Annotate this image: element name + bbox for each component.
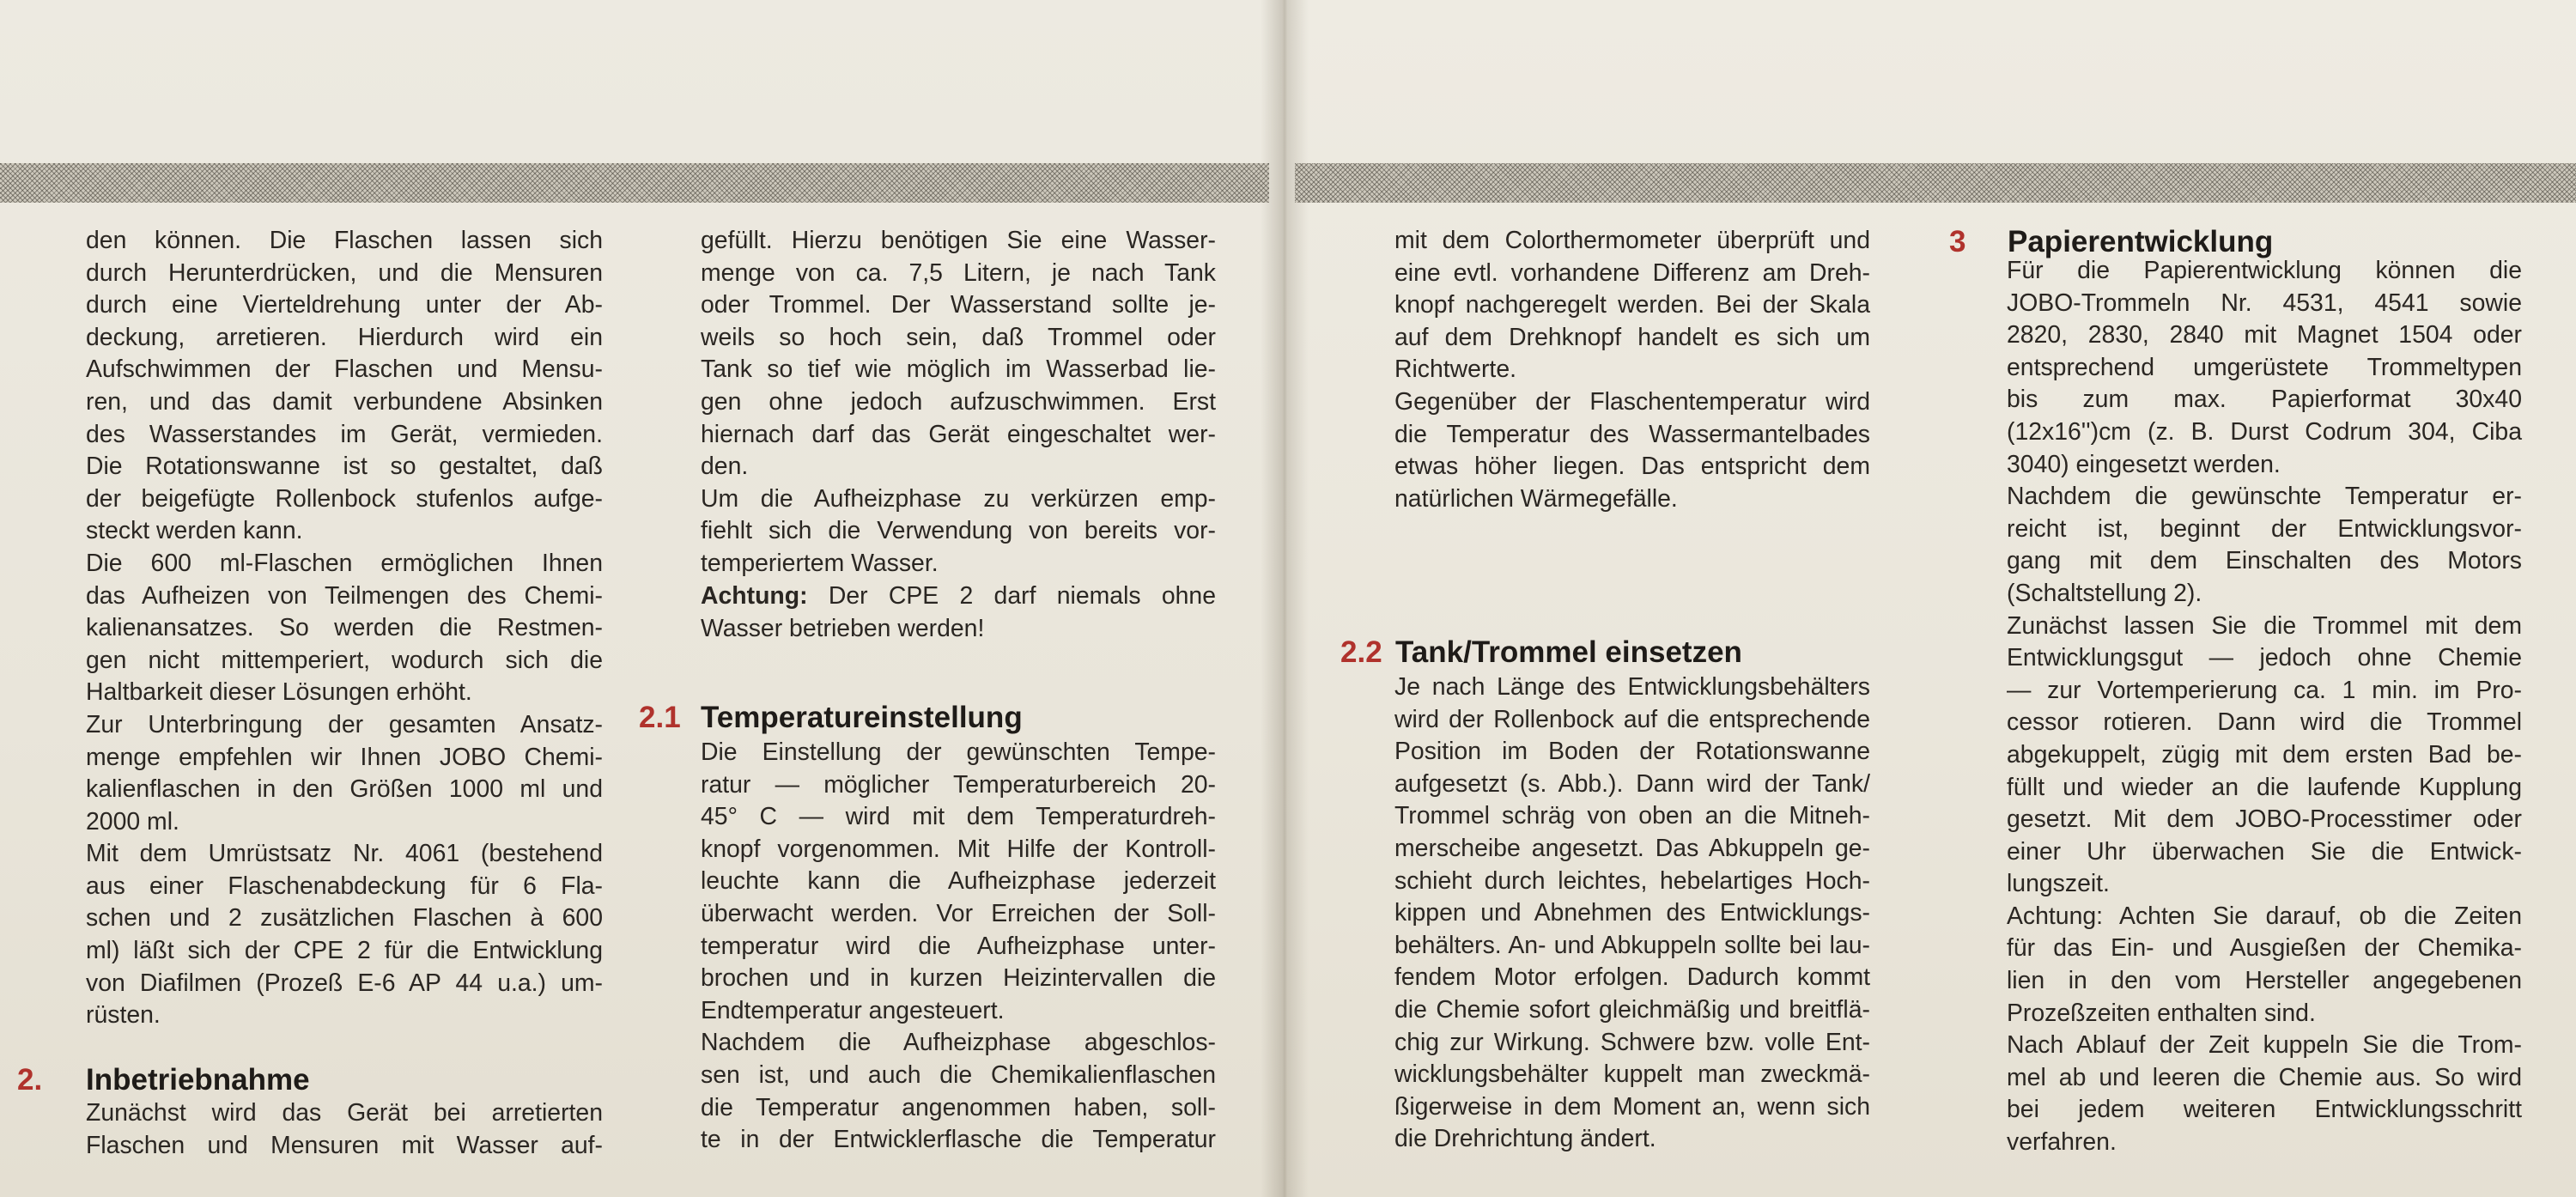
text-line: Endtemperatur angesteuert.	[701, 996, 1005, 1024]
text-line: des Wasserstandes im Gerät, vermieden.	[86, 420, 603, 448]
text-line: sen ist, und auch die Chemikalienflaschen	[701, 1060, 1216, 1089]
section-title: Papierentwicklung	[2008, 225, 2274, 258]
text-line: menge empfehlen wir Ihnen JOBO Chemi-	[86, 743, 603, 771]
text-line: knopf vorgenommen. Mit Hilfe der Kontroll-	[701, 835, 1216, 863]
section-number: 2.1	[639, 701, 681, 734]
text-line: etwas höher liegen. Das entspricht dem	[1394, 453, 1870, 481]
text-line: — zur Vortemperierung ca. 1 min. im Pro-	[2007, 676, 2522, 704]
text-line: lungszeit.	[2007, 870, 2110, 898]
text-line: chig zur Wirkung. Schwere bzw. volle Ent-	[1394, 1028, 1870, 1056]
text-line: durch eine Vierteldrehung unter der Ab-	[86, 291, 603, 319]
text-line: rüsten.	[86, 1001, 161, 1030]
text-line: Nachdem die Aufheizphase abgeschlos-	[701, 1029, 1216, 1057]
text-line: gefüllt. Hierzu benötigen Sie eine Wasser-	[701, 227, 1216, 254]
text-line: die Drehrichtung ändert.	[1394, 1125, 1656, 1153]
text-line: mel ab und leeren die Chemie aus. So wird	[2007, 1063, 2522, 1091]
text-line: JOBO-Trommeln Nr. 4531, 4541 sowie	[2007, 289, 2522, 317]
text-line: der beigefügte Rollenbock stufenlos aufge-	[86, 484, 603, 513]
text-line: aufgesetzt (s. Abb.). Dann wird der Tank/	[1394, 769, 1870, 798]
text-line: Die 600 ml-Flaschen ermöglichen Ihnen	[86, 549, 603, 577]
text-line: gen ohne jedoch aufzuschwimmen. Erst	[701, 387, 1216, 416]
text-line: wicklungsbehälter kuppelt man zweckmä-	[1394, 1060, 1870, 1089]
text-line: Die Einstellung der gewünschten Tempe-	[701, 738, 1216, 766]
text-line: menge von ca. 7,5 Litern, je nach Tank	[701, 258, 1216, 287]
text-line: 2820, 2830, 2840 mit Magnet 1504 oder	[2007, 321, 2522, 349]
section-title: Inbetriebnahme	[86, 1063, 310, 1097]
text-line: Aufschwimmen der Flaschen und Mensu-	[86, 355, 603, 384]
section-2-1-body	[701, 737, 1216, 1157]
section-2-heading	[17, 1063, 310, 1097]
text-line: Entwicklungsgut — jedoch ohne Chemie	[2007, 644, 2522, 672]
text-line: Tank so tief wie möglich im Wasserbad lie-	[701, 355, 1216, 384]
text-line: verfahren.	[2007, 1128, 2117, 1157]
text-line: temperatur wird die Aufheizphase unter-	[701, 932, 1216, 960]
text-line: Zunächst wird das Gerät bei arretierten	[86, 1099, 603, 1127]
text-line: Je nach Länge des Entwicklungsbehälters	[1394, 673, 1870, 701]
text-line: fendem Motor erfolgen. Dadurch kommt	[1394, 963, 1870, 992]
text-line: ßigerweise in dem Moment an, wenn sich	[1394, 1092, 1870, 1121]
warning-paragraph	[701, 580, 1216, 645]
decorative-band-right	[1295, 163, 2576, 203]
text-line: Zur Unterbringung der gesamten Ansatz-	[86, 710, 603, 738]
text-line: 3040) eingesetzt werden.	[2007, 450, 2281, 478]
text-line: lien in den vom Hersteller angegebenen	[2007, 967, 2522, 995]
text-line: abgekuppelt, zügig mit dem ersten Bad be-	[2007, 740, 2522, 769]
text-line: wird der Rollenbock auf die entsprechende	[1394, 705, 1870, 733]
text-line: deckung, arretieren. Hierdurch wird ein	[86, 323, 603, 351]
text-line: (Schaltstellung 2).	[2007, 579, 2202, 607]
section-2-2-body	[1394, 671, 1870, 1156]
text-line: te in der Entwicklerflasche die Temperatur	[701, 1126, 1216, 1154]
text-line: die Temperatur angenommen haben, soll-	[701, 1093, 1216, 1121]
text-line: gesetzt. Mit dem JOBO-Processtimer oder	[2007, 805, 2522, 834]
text-line: eine evtl. vorhandene Differenz am Dreh-	[1394, 258, 1870, 287]
column-1	[86, 225, 603, 1032]
section-2-body	[86, 1097, 603, 1162]
text-line: bei jedem weiteren Entwicklungsschritt	[2007, 1096, 2522, 1124]
text-line: die Temperatur des Wassermantelbades	[1394, 420, 1870, 448]
text-line: (12x16'')cm (z. B. Durst Codrum 304, Ciba	[2007, 417, 2522, 446]
text-line: natürlichen Wärmegefälle.	[1394, 484, 1678, 513]
column-3	[1394, 225, 1870, 515]
text-line: steckt werden kann.	[86, 517, 303, 545]
text-line: ml) läßt sich der CPE 2 für die Entwicklung	[86, 937, 603, 965]
text-line: Flaschen und Mensuren mit Wasser auf-	[86, 1131, 603, 1159]
text-line: überwacht werden. Vor Erreichen der Soll-	[701, 899, 1216, 927]
text-line: Gegenüber der Flaschentemperatur wird	[1394, 387, 1870, 416]
warning-text: Der CPE 2 darf niemals ohne	[828, 582, 1216, 610]
text-line: leuchte kann die Aufheizphase jederzeit	[701, 867, 1216, 896]
text-line: entsprechend umgerüstete Trommeltypen	[2007, 353, 2522, 381]
text-line: auf dem Drehknopf handelt es sich um	[1394, 323, 1870, 351]
warning-text-2: Wasser betrieben werden!	[701, 614, 985, 642]
text-line: einer Uhr überwachen Sie die Entwick-	[2007, 837, 2522, 866]
text-line: das Aufheizen von Teilmengen des Chemi-	[86, 581, 603, 610]
section-number: 2.2	[1340, 635, 1382, 669]
text-line: Haltbarkeit dieser Lösungen erhöht.	[86, 678, 472, 707]
column-2	[701, 225, 1216, 580]
text-line: ratur — möglicher Temperaturbereich 20-	[701, 770, 1216, 799]
text-line: Zunächst lassen Sie die Trommel mit dem	[2007, 611, 2522, 640]
text-line: von Diafilmen (Prozeß E-6 AP 44 u.a.) um-	[86, 969, 603, 997]
text-line: reicht ist, beginnt der Entwicklungsvor-	[2007, 514, 2522, 543]
text-line: 45° C — wird mit dem Temperaturdreh-	[701, 803, 1216, 831]
text-line: bis zum max. Papierformat 30x40	[2007, 386, 2522, 414]
text-line: knopf nachgeregelt werden. Bei der Skala	[1394, 291, 1870, 319]
section-title: Tank/Trommel einsetzen	[1395, 635, 1742, 669]
warning-label: Achtung:	[701, 582, 808, 610]
text-line: temperiertem Wasser.	[701, 549, 939, 577]
text-line: Nach Ablauf der Zeit kuppeln Sie die Trom-	[2007, 1031, 2522, 1060]
text-line: gen nicht mittemperiert, wodurch sich die	[86, 646, 603, 674]
column-4	[2007, 255, 2522, 1159]
text-line: mit dem Colorthermometer überprüft und	[1394, 227, 1870, 254]
text-line: durch Herunterdrücken, und die Mensuren	[86, 258, 603, 287]
text-line: Prozeßzeiten enthalten sind.	[2007, 999, 2316, 1027]
text-line: Um die Aufheizphase zu verkürzen emp-	[701, 484, 1216, 513]
text-line: kalienflaschen in den Größen 1000 ml und	[86, 775, 603, 804]
text-line: Nachdem die gewünschte Temperatur er-	[2007, 483, 2522, 511]
decorative-band-left	[0, 163, 1269, 203]
text-line: weils so hoch sein, daß Trommel oder	[701, 323, 1216, 351]
text-line: cessor rotieren. Dann wird die Trommel	[2007, 708, 2522, 737]
text-line: die Chemie sofort gleichmäßig und breitflä-	[1394, 995, 1870, 1024]
text-line: Trommel schräg von oben an die Mitneh-	[1394, 802, 1870, 830]
text-line: merscheibe angesetzt. Das Abkuppeln ge-	[1394, 834, 1870, 862]
text-line: kippen und Abnehmen des Entwicklungs-	[1394, 899, 1870, 927]
section-title: Temperatureinstellung	[701, 701, 1023, 734]
text-line: hiernach darf das Gerät eingeschaltet wer-	[701, 420, 1216, 448]
text-line: 2000 ml.	[86, 807, 179, 835]
text-line: schieht durch leichtes, hebelartiges Hoch-	[1394, 866, 1870, 895]
text-line: den.	[701, 453, 749, 481]
text-line: für das Ein- und Ausgießen der Chemika-	[2007, 934, 2522, 963]
section-number: 2.	[17, 1063, 43, 1097]
text-line: kalienansatzes. So werden die Restmen-	[86, 614, 603, 642]
section-2-1-heading	[639, 701, 1023, 735]
text-line: schen und 2 zusätzlichen Flaschen à 600	[86, 904, 603, 933]
text-line: brochen und in kurzen Heizintervallen die	[701, 964, 1216, 993]
text-line: Achtung: Achten Sie darauf, ob die Zeiten	[2007, 902, 2522, 930]
section-3-heading	[1949, 225, 2273, 259]
text-line: den können. Die Flaschen lassen sich	[86, 227, 603, 254]
text-line: behälters. An- und Abkuppeln sollte bei lau-	[1394, 931, 1870, 959]
text-line: Mit dem Umrüstsatz Nr. 4061 (bestehend	[86, 840, 603, 868]
section-number: 3	[1949, 225, 1966, 258]
text-line: Für die Papierentwicklung können die	[2007, 257, 2522, 284]
text-line: gang mit dem Einschalten des Motors	[2007, 547, 2522, 575]
text-line: aus einer Flaschenabdeckung für 6 Fla-	[86, 872, 603, 900]
text-line: füllt und wieder an die laufende Kupplung	[2007, 773, 2522, 801]
section-2-2-heading	[1340, 635, 1742, 670]
text-line: fiehlt sich die Verwendung von bereits vor-	[701, 517, 1216, 545]
text-line: Position im Boden der Rotationswanne	[1394, 738, 1870, 766]
text-line: ren, und das damit verbundene Absinken	[86, 387, 603, 416]
text-line: Richtwerte.	[1394, 355, 1516, 384]
text-line: oder Trommel. Der Wasserstand sollte je-	[701, 291, 1216, 319]
text-line: Die Rotationswanne ist so gestaltet, daß	[86, 453, 603, 481]
